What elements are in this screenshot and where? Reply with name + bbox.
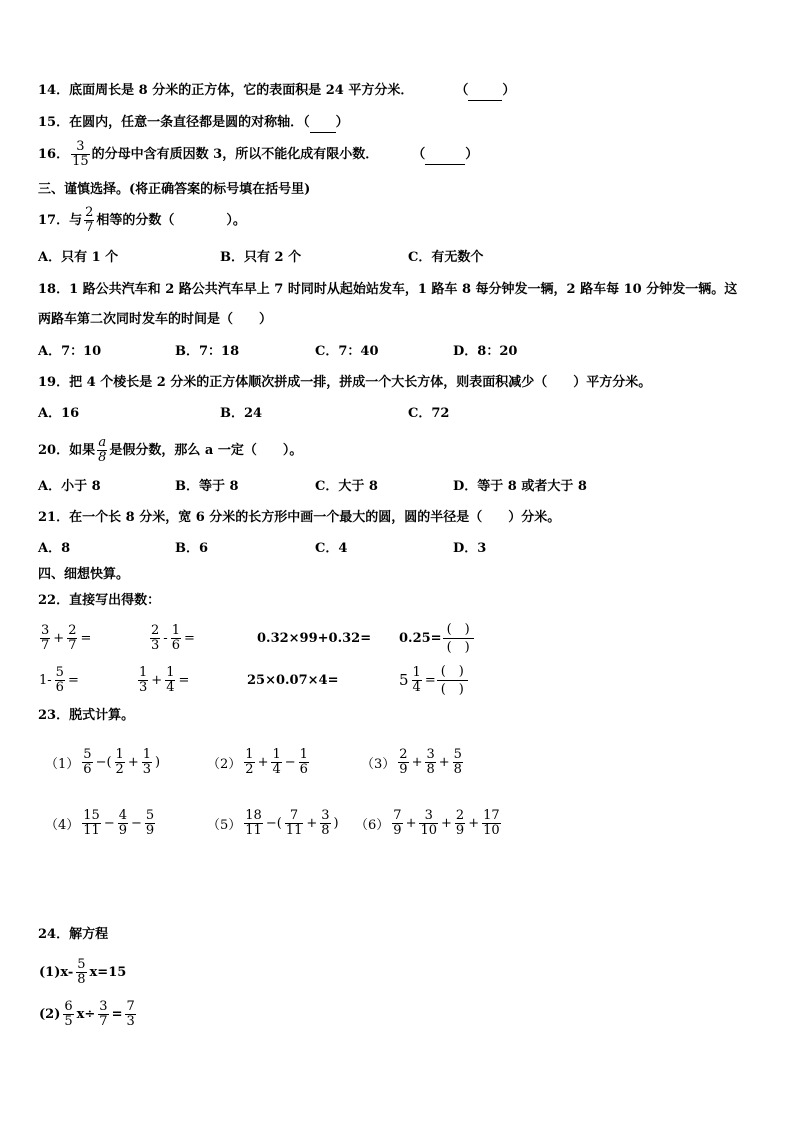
- answer-denominator[interactable]: ( ): [440, 681, 464, 697]
- expression-term: （6）: [355, 817, 390, 833]
- expression-term: +: [441, 815, 452, 831]
- fraction: [67, 624, 77, 653]
- denominator: 9: [393, 822, 402, 838]
- numerator: 15: [83, 807, 100, 823]
- expression-term: （1）: [45, 756, 80, 772]
- fraction: [285, 809, 304, 838]
- expression-term: x=15: [89, 964, 127, 980]
- fraction: [443, 621, 474, 656]
- q22-expr-2: [148, 618, 196, 658]
- denominator: 9: [118, 822, 128, 838]
- numerator: 3: [41, 622, 50, 638]
- denominator: 10: [483, 822, 500, 838]
- expression-term: =: [183, 630, 195, 646]
- expression-term: −(: [265, 815, 282, 831]
- denominator: 6: [55, 679, 64, 695]
- denominator: 9: [145, 822, 155, 838]
- q21-option-d[interactable]: D．3: [453, 541, 487, 556]
- expression-term: （3）: [361, 756, 396, 772]
- q21-option-a[interactable]: A．8: [38, 541, 71, 556]
- expression-term: +: [127, 754, 139, 770]
- question-14: 14．底面周长是 8 分米的正方体，它的表面积是 24 平方分米． （ ）: [38, 82, 515, 101]
- denominator: 5: [64, 1013, 73, 1029]
- numerator: 3: [321, 807, 330, 823]
- expression-term: (2): [39, 1006, 61, 1022]
- numerator: 17: [483, 807, 500, 823]
- fraction: [171, 624, 181, 653]
- q22-expr-5: [38, 660, 80, 700]
- denominator: 9: [455, 822, 465, 838]
- q24-equation-2: [38, 994, 138, 1034]
- denominator: 8: [453, 761, 462, 777]
- q18-option-a[interactable]: A．7：10: [38, 344, 102, 359]
- q18-option-d[interactable]: D．8：20: [453, 344, 518, 359]
- numerator: 7: [126, 998, 135, 1014]
- denominator: 4: [166, 679, 175, 695]
- q17-option-a[interactable]: A．只有 1 个: [38, 250, 119, 265]
- fraction: [125, 1000, 135, 1029]
- question-22-title: 22．直接写出得数：: [38, 593, 161, 608]
- expression-term: ): [155, 754, 161, 770]
- fraction: [392, 809, 402, 838]
- denominator: 8: [321, 822, 330, 838]
- numerator: 2: [455, 807, 465, 823]
- expression-term: （5）: [207, 817, 242, 833]
- q20-option-a[interactable]: A．小于 8: [38, 479, 101, 494]
- numerator: a: [98, 435, 107, 450]
- denominator: 8: [98, 450, 107, 465]
- numerator: 7: [285, 809, 304, 824]
- question-21: 21．在一个长 8 分米，宽 6 分米的长方形中画一个最大的圆，圆的半径是（ ）分米。: [38, 510, 561, 525]
- fraction: [412, 666, 422, 695]
- q20-option-c[interactable]: C．大于 8: [315, 479, 378, 494]
- fraction-2-7: [84, 206, 94, 235]
- fraction: [271, 748, 281, 777]
- expression-term: 5: [399, 671, 409, 689]
- expression-term: ): [333, 815, 339, 831]
- numerator: 4: [118, 807, 128, 823]
- expression-term: +: [306, 815, 318, 831]
- numerator: 5: [145, 807, 155, 823]
- fraction-3-15: [71, 140, 90, 169]
- question-16: 16． $\frac{3}{15}$ 的分母中含有质因数 3，所以不能化成有限小数． （ ）: [38, 139, 479, 169]
- q23-problem-2: [206, 742, 311, 782]
- numerator: 2: [68, 622, 77, 638]
- section-3-heading: 三、谨慎选择。(将正确答案的标号填在括号里): [38, 182, 311, 197]
- fraction: [150, 624, 160, 653]
- q22-expr-3: [256, 618, 372, 658]
- expression-term: +: [53, 630, 65, 646]
- expression-term: +: [257, 754, 269, 770]
- question-23-title: 23．脱式计算。: [38, 708, 135, 723]
- fraction: [138, 666, 148, 695]
- numerator: 1: [139, 664, 148, 680]
- q23-problem-1: [44, 742, 161, 782]
- fraction: [244, 748, 254, 777]
- fraction: [455, 809, 465, 838]
- denominator: 7: [41, 637, 50, 653]
- fraction: [118, 809, 128, 838]
- denominator: 6: [171, 637, 180, 653]
- q23-problem-4: [44, 803, 157, 843]
- denominator: 8: [426, 761, 435, 777]
- numerator: 18: [245, 807, 262, 823]
- answer-blank-15[interactable]: [310, 114, 336, 133]
- numerator: 5: [453, 746, 462, 762]
- numerator: 1: [171, 622, 180, 638]
- numerator: 3: [71, 140, 90, 155]
- fraction: [244, 809, 263, 838]
- numerator: 1: [142, 746, 151, 762]
- denominator: 15: [72, 154, 89, 169]
- expression-term: +: [468, 815, 480, 831]
- numerator: 1: [245, 746, 254, 762]
- denominator: 6: [83, 761, 92, 777]
- q23-problem-6: [354, 803, 503, 843]
- expression-term: 0.32×99+0.32=: [257, 630, 372, 646]
- numerator: 7: [393, 807, 402, 823]
- numerator: 1: [166, 664, 175, 680]
- q19-option-b[interactable]: B．24: [220, 406, 263, 421]
- expression-term: −: [103, 815, 115, 831]
- numerator: 1: [272, 746, 281, 762]
- fraction: [398, 748, 408, 777]
- denominator: 7: [68, 637, 77, 653]
- expression-term: （4）: [45, 817, 80, 833]
- expression-term: −: [131, 815, 142, 831]
- answer-blank-14[interactable]: [468, 82, 502, 101]
- fraction: [55, 666, 65, 695]
- denominator: 4: [272, 761, 281, 777]
- denominator: 3: [139, 679, 148, 695]
- expression-term: −(: [95, 754, 112, 770]
- q21-option-b[interactable]: B．6: [175, 541, 209, 556]
- denominator: 11: [83, 822, 100, 838]
- q17-option-c[interactable]: C．有无数个: [408, 250, 484, 265]
- fraction: [482, 809, 501, 838]
- numerator: 3: [426, 746, 435, 762]
- fraction: [145, 809, 155, 838]
- question-19: 19．把 4 个棱长是 2 分米的正方体顺次拼成一排，拼成一个大长方体，则表面积减少（ ）平方分米。: [38, 375, 652, 390]
- denominator: 8: [77, 971, 86, 987]
- expression-term: =: [111, 1006, 123, 1022]
- numerator: 2: [151, 622, 160, 638]
- numerator: 3: [99, 998, 108, 1014]
- q18-option-c[interactable]: C．7：40: [315, 344, 379, 359]
- q22-expr-1: [38, 618, 92, 658]
- fraction: [82, 748, 92, 777]
- numerator: 5: [83, 746, 92, 762]
- q22-expr-6: [136, 660, 190, 700]
- q17-option-b[interactable]: B．只有 2 个: [220, 250, 302, 265]
- fraction: [82, 809, 101, 838]
- q22-expr-4: [398, 618, 474, 658]
- denominator: 7: [99, 1013, 108, 1029]
- numerator: 2: [85, 205, 94, 220]
- expression-term: 25×0.07×4=: [247, 672, 339, 688]
- numerator: 1: [115, 746, 124, 762]
- q24-equation-1: [38, 952, 127, 992]
- expression-term: +: [411, 754, 423, 770]
- expression-term: =: [80, 630, 92, 646]
- denominator: 10: [420, 822, 438, 838]
- answer-numerator[interactable]: ( ): [437, 663, 468, 681]
- denominator: 3: [142, 761, 151, 777]
- q23-problem-3: [360, 742, 465, 782]
- expression-term: -: [163, 630, 168, 646]
- denominator: 2: [115, 761, 124, 777]
- fraction: [419, 809, 438, 838]
- answer-numerator[interactable]: ( ): [443, 621, 474, 639]
- denominator: 2: [245, 761, 254, 777]
- expression-term: 0.25=: [399, 630, 442, 646]
- numerator: 2: [399, 746, 408, 762]
- q18-option-b[interactable]: B．7：18: [175, 344, 240, 359]
- question-18-line-1: 18．1 路公共汽车和 2 路公共汽车早上 7 时同时从起始站发车，1 路车 8 每分钟发一辆，2 路车每 10 分钟发一辆。这: [38, 282, 738, 297]
- fraction: [299, 748, 309, 777]
- denominator: 7: [85, 220, 94, 235]
- q22-expr-7: [246, 660, 339, 700]
- fraction: [76, 958, 86, 987]
- denominator: 6: [299, 761, 308, 777]
- fraction-a-8: [97, 436, 107, 465]
- expression-term: =: [424, 672, 436, 688]
- numerator: 1: [299, 746, 308, 762]
- fraction: [425, 748, 435, 777]
- expression-term: x÷: [76, 1006, 96, 1022]
- numerator: 6: [64, 998, 73, 1014]
- denominator: 4: [412, 679, 421, 695]
- denominator: 11: [285, 822, 303, 838]
- fraction: [437, 663, 468, 698]
- fraction: [115, 748, 125, 777]
- denominator: 11: [245, 822, 262, 838]
- numerator: 1: [412, 664, 421, 680]
- expression-term: =: [67, 672, 79, 688]
- expression-term: =: [178, 672, 190, 688]
- expression-term: +: [151, 672, 163, 688]
- q19-option-a[interactable]: A．16: [38, 406, 80, 421]
- section-4-heading: 四、细想快算。: [38, 567, 130, 582]
- q20-option-b[interactable]: B．等于 8: [175, 479, 239, 494]
- numerator: 5: [55, 664, 64, 680]
- question-15: 15．在圆内，任意一条直径都是圆的对称轴．（ ）: [38, 114, 349, 133]
- numerator: 3: [419, 809, 438, 824]
- q19-option-c[interactable]: C．72: [408, 406, 450, 421]
- fraction: [40, 624, 50, 653]
- fraction: [320, 809, 330, 838]
- question-17: 17．与 $\frac{2}{7}$ 相等的分数（ ）。: [38, 205, 246, 235]
- question-18-line-2: 两路车第二次同时发车的时间是（ ）: [38, 312, 273, 327]
- answer-denominator[interactable]: ( ): [446, 639, 470, 655]
- q20-option-d[interactable]: D．等于 8 或者大于 8: [453, 479, 587, 494]
- expression-term: 1-: [39, 672, 52, 688]
- question-24-title: 24．解方程: [38, 927, 109, 942]
- fraction: [98, 1000, 108, 1029]
- fraction: [63, 1000, 73, 1029]
- q21-option-c[interactable]: C．4: [315, 541, 348, 556]
- fraction: [453, 748, 463, 777]
- question-20: 20．如果 $\frac{a}{8}$ 是假分数，那么 a 一定（ ）。: [38, 435, 303, 465]
- denominator: 9: [399, 761, 408, 777]
- expression-term: +: [405, 815, 417, 831]
- expression-term: (1)x-: [39, 964, 74, 980]
- expression-term: +: [438, 754, 450, 770]
- denominator: 3: [151, 637, 160, 653]
- denominator: 3: [126, 1013, 135, 1029]
- fraction: [142, 748, 152, 777]
- q22-expr-8: [398, 660, 468, 700]
- answer-blank-16[interactable]: [425, 146, 465, 165]
- q23-problem-5: [206, 803, 340, 843]
- expression-term: （2）: [207, 756, 242, 772]
- expression-term: −: [284, 754, 296, 770]
- numerator: 5: [77, 956, 86, 972]
- fraction: [165, 666, 175, 695]
